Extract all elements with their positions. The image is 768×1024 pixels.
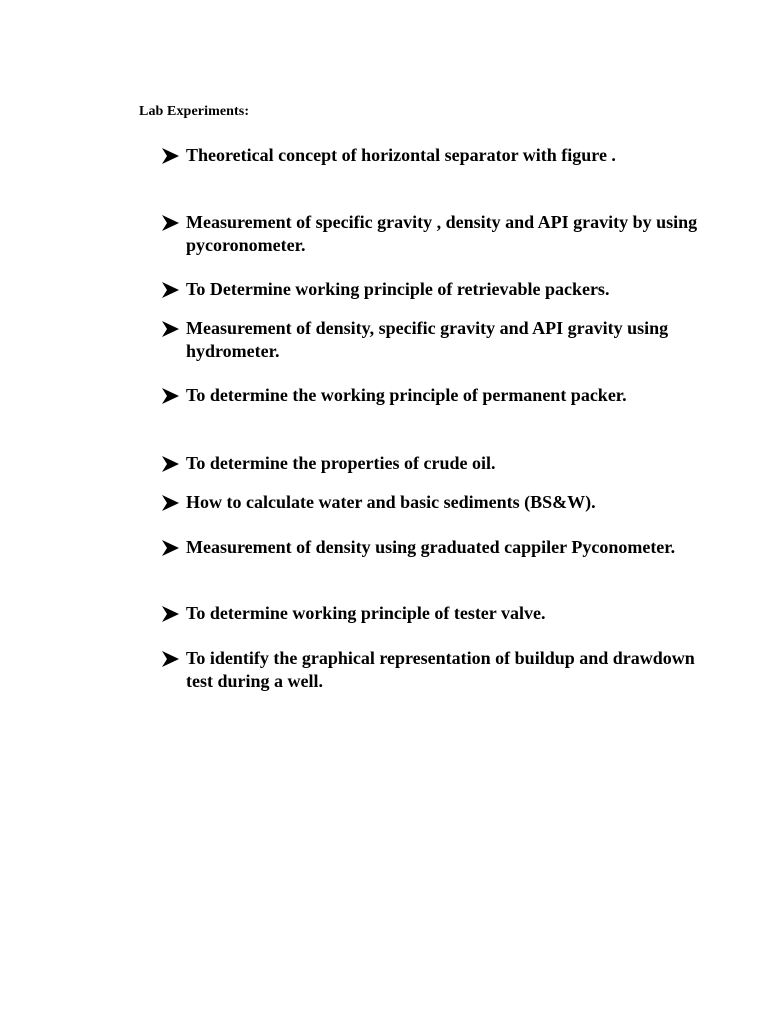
list-item bbox=[161, 278, 721, 301]
arrowhead-bullet-icon bbox=[161, 602, 181, 625]
list-item bbox=[161, 602, 701, 625]
list-item-text: To determine the working principle of permanent packer. bbox=[186, 385, 627, 405]
page-heading: Lab Experiments: bbox=[139, 104, 250, 119]
list-item bbox=[161, 211, 701, 257]
list-item-text: To determine working principle of tester valve. bbox=[186, 603, 546, 623]
list-item-text: To identify the graphical representation of buildup and drawdown test during a well. bbox=[186, 648, 695, 691]
arrowhead-bullet-icon bbox=[161, 491, 181, 514]
list-item-text: To Determine working principle of retrievable packers. bbox=[186, 279, 610, 299]
list-item bbox=[161, 384, 701, 407]
list-item-text: To determine the properties of crude oil. bbox=[186, 453, 496, 473]
list-item bbox=[161, 647, 721, 693]
arrowhead-bullet-icon bbox=[161, 536, 181, 559]
arrowhead-bullet-icon bbox=[161, 647, 181, 670]
list-item-text: Measurement of density using graduated cappiler Pyconometer. bbox=[186, 537, 676, 557]
list-item-text: Theoretical concept of horizontal separator with figure . bbox=[186, 145, 616, 165]
list-item-text: How to calculate water and basic sediments (BS&W). bbox=[186, 492, 596, 512]
arrowhead-bullet-icon bbox=[161, 144, 181, 167]
list-item-text: Measurement of density, specific gravity and API gravity using hydrometer. bbox=[186, 318, 669, 361]
list-item bbox=[161, 317, 701, 363]
arrowhead-bullet-icon bbox=[161, 317, 181, 340]
arrowhead-bullet-icon bbox=[161, 384, 181, 407]
list-item bbox=[161, 452, 701, 475]
list-item-text: Measurement of specific gravity , density and API gravity by using pycoronometer. bbox=[186, 212, 698, 255]
arrowhead-bullet-icon bbox=[161, 452, 181, 475]
list-item bbox=[161, 144, 701, 167]
list-item bbox=[161, 491, 701, 514]
arrowhead-bullet-icon bbox=[161, 211, 181, 234]
arrowhead-bullet-icon bbox=[161, 278, 181, 301]
list-item bbox=[161, 536, 701, 559]
